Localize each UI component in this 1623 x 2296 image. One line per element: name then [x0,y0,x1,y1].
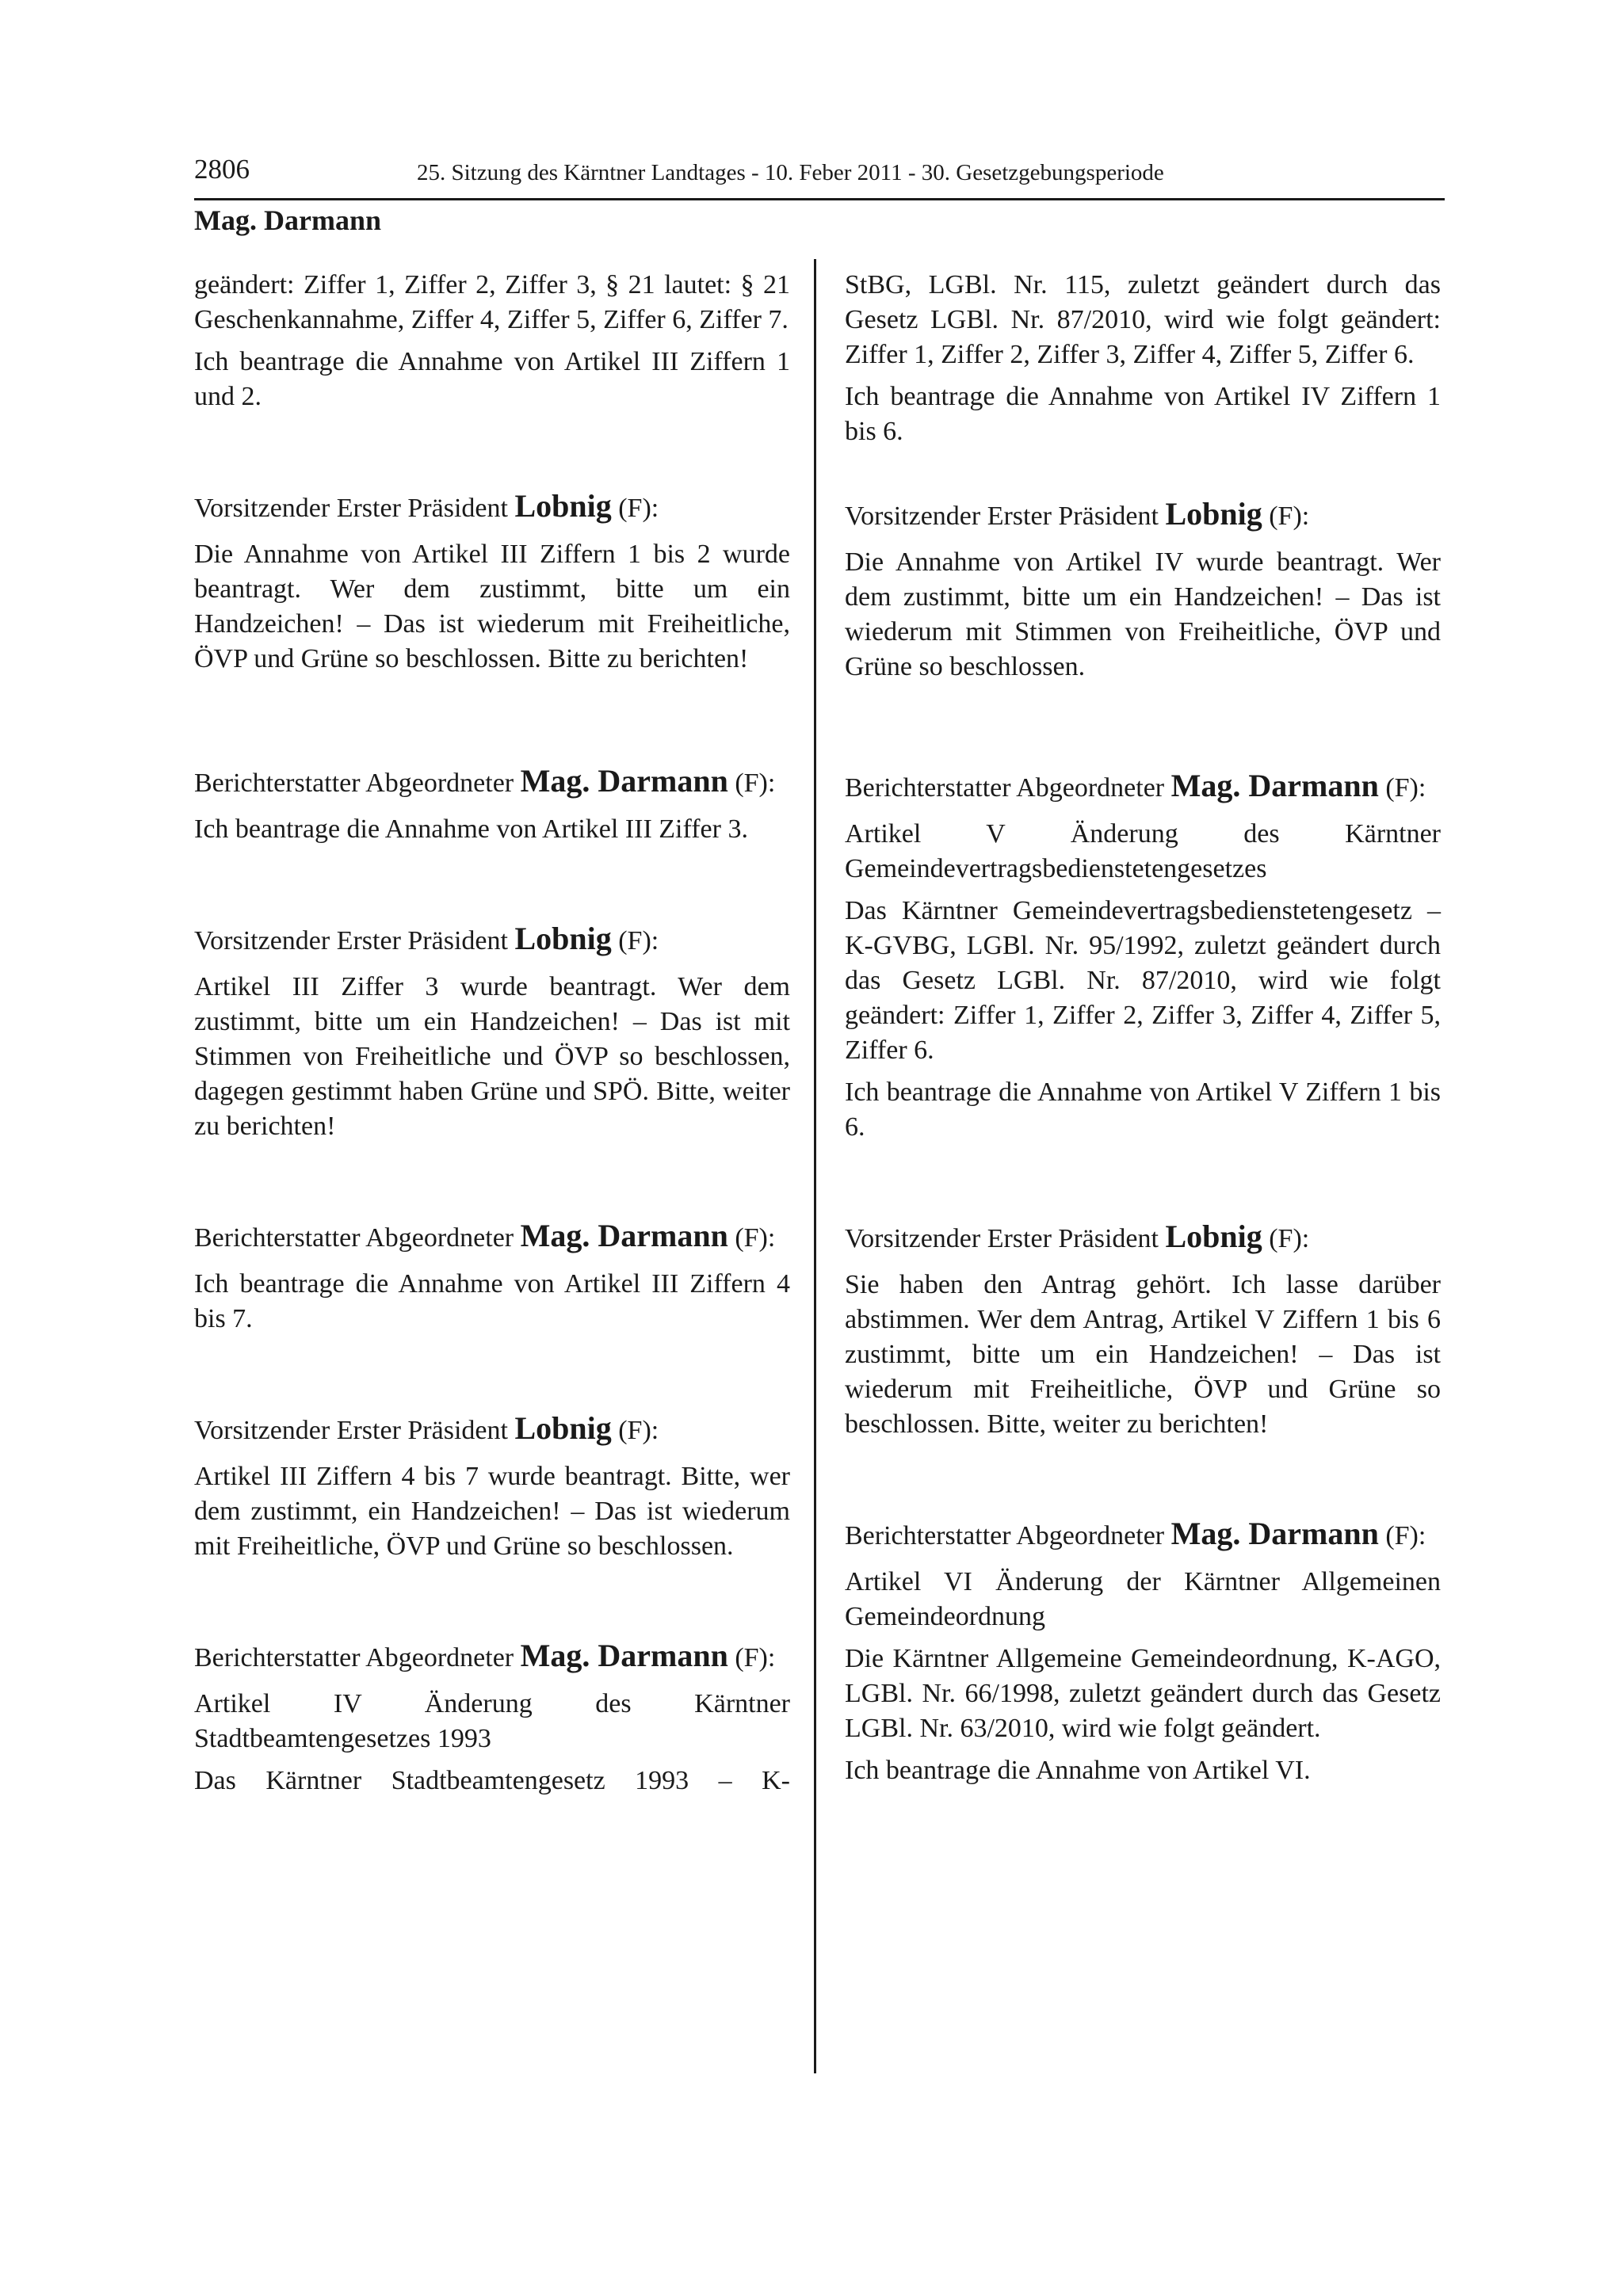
paragraph: Ich beantrage die Annahme von Artikel VI. [845,1756,1311,1785]
speaker-name: Lobnig [514,488,612,524]
continued-speaker: Mag. Darmann [194,204,381,236]
speaker-party: (F): [611,926,659,955]
speaker-heading [194,921,790,959]
paragraph: Die Annahme von Artikel III Ziffern 1 bis 2 wurde beantragt. Wer dem zustimmt, bitte um ein Handzeichen! – Das ist wiederum mit Freiheitliche, ÖVP und Grüne so beschlossen. Bitte zu berichten! [194,540,790,673]
left-column [194,268,790,1798]
speaker-name: Mag. Darmann [520,1218,728,1253]
speech [194,1687,790,1798]
speaker-role: Vorsitzender Erster Präsident [845,502,1166,531]
speech [845,1268,1441,1442]
speaker-name: Lobnig [514,1410,612,1446]
speaker-party: (F): [611,494,659,523]
paragraph: Artikel IV Änderung des Kärntner Stadtbeamtengesetzes 1993 [194,1689,790,1753]
speaker-role: Berichterstatter Abgeordneter [845,773,1171,803]
speech [194,970,790,1144]
speaker-heading [845,1219,1441,1257]
paragraph: Ich beantrage die Annahme von Artikel III Ziffer 3. [194,814,748,844]
speech [194,537,790,677]
speaker-role: Berichterstatter Abgeordneter [194,1223,521,1253]
speaker-name: Mag. Darmann [520,763,728,799]
paragraph: Ich beantrage die Annahme von Artikel IV Ziffern 1 bis 6. [845,382,1441,446]
speech-continuation [194,268,790,414]
speaker-name: Lobnig [1165,496,1262,532]
paragraph: Sie haben den Antrag gehört. Ich lasse darüber abstimmen. Wer dem Antrag, Artikel V Ziffern 1 bis 6 zustimmt, bitte um ein Handzeichen! – Das ist wiederum mit Freiheitliche, ÖVP und Grüne so beschlossen. Bitte, weiter zu berichten! [845,1270,1441,1439]
speaker-heading [845,1516,1441,1554]
speaker-heading [194,1219,790,1256]
speaker-role: Vorsitzender Erster Präsident [194,926,515,955]
speaker-name: Lobnig [514,921,612,956]
paragraph: Das Kärntner Gemeindevertragsbedienstetengesetz – K-GVBG, LGBl. Nr. 95/1992, zuletzt geändert durch das Gesetz LGBl. Nr. 87/2010, wird wie folgt geändert: Ziffer 1, Ziffer 2, Ziffer 3, Ziffer 4, Ziffer 5, Ziffer 6. [845,896,1441,1065]
running-title: 25. Sitzung des Kärntner Landtages - 10. Feber 2011 - 30. Gesetzgebungsperiode [417,160,1164,185]
speaker-role: Berichterstatter Abgeordneter [194,1643,521,1672]
speaker-heading [194,489,790,526]
paragraph: Ich beantrage die Annahme von Artikel V Ziffern 1 bis 6. [845,1077,1441,1142]
paragraph: Artikel III Ziffer 3 wurde beantragt. Wer dem zustimmt, bitte um ein Handzeichen! – Das ist mit Stimmen von Freiheitliche und ÖVP so beschlossen, dagegen gestimmt haben Grüne und SPÖ. Bitte, weiter zu berichten! [194,972,790,1141]
speaker-party: (F): [1262,1224,1310,1253]
speaker-heading [194,1638,790,1676]
speaker-party: (F): [727,1643,776,1672]
paragraph: geändert: Ziffer 1, Ziffer 2, Ziffer 3, § 21 lautet: § 21 Geschenkannahme, Ziffer 4, Ziffer 5, Ziffer 6, Ziffer 7. [194,270,790,334]
header-rule [194,198,1445,200]
paragraph: Artikel VI Änderung der Kärntner Allgemeinen Gemeindeordnung [845,1567,1441,1631]
paragraph: Die Kärntner Allgemeine Gemeindeordnung, K-AGO, LGBl. Nr. 66/1998, zuletzt geändert durch das Gesetz LGBl. Nr. 63/2010, wird wie folgt geändert. [845,1644,1441,1743]
paragraph: Ich beantrage die Annahme von Artikel III Ziffern 4 bis 7. [194,1269,790,1333]
paragraph: Artikel V Änderung des Kärntner Gemeindevertragsbedienstetengesetzes [845,819,1441,883]
speaker-party: (F): [1262,502,1310,531]
speech [194,1459,790,1564]
speaker-heading [194,764,790,801]
speaker-role: Vorsitzender Erster Präsident [194,494,515,523]
speaker-name: Mag. Darmann [520,1638,728,1673]
speaker-name: Lobnig [1165,1219,1262,1254]
paragraph: StBG, LGBl. Nr. 115, zuletzt geändert durch das Gesetz LGBl. Nr. 87/2010, wird wie folgt geändert: Ziffer 1, Ziffer 2, Ziffer 3, Ziffer 4, Ziffer 5, Ziffer 6. [845,270,1441,369]
page-number: 2806 [194,154,250,185]
speaker-heading [194,1411,790,1448]
column-divider [814,259,816,2073]
speech [194,1267,790,1337]
speaker-party: (F): [727,769,776,798]
paragraph: Ich beantrage die Annahme von Artikel III Ziffern 1 und 2. [194,347,790,411]
paragraph: Das Kärntner Stadtbeamtengesetz 1993 – K- [194,1766,790,1795]
paragraph: Die Annahme von Artikel IV wurde beantragt. Wer dem zustimmt, bitte um ein Handzeichen! – Das ist wiederum mit Stimmen von Freiheitliche, ÖVP und Grüne so beschlossen. [845,547,1441,681]
speaker-party: (F): [1378,773,1426,803]
speaker-role: Vorsitzender Erster Präsident [845,1224,1166,1253]
speaker-heading [845,769,1441,806]
speaker-name: Mag. Darmann [1170,768,1379,803]
speaker-role: Berichterstatter Abgeordneter [845,1521,1171,1550]
paragraph: Artikel III Ziffern 4 bis 7 wurde beantragt. Bitte, wer dem zustimmt, ein Handzeichen! – Das ist wiederum mit Freiheitliche, ÖVP und Grüne so beschlossen. [194,1462,790,1561]
speaker-party: (F): [611,1416,659,1445]
speech [845,817,1441,1145]
speaker-name: Mag. Darmann [1170,1516,1379,1551]
speaker-party: (F): [727,1223,776,1253]
speech [845,1565,1441,1788]
speech [194,812,790,847]
speaker-party: (F): [1378,1521,1426,1550]
speaker-role: Vorsitzender Erster Präsident [194,1416,515,1445]
speaker-heading [845,497,1441,534]
speaker-role: Berichterstatter Abgeordneter [194,769,521,798]
speech-continuation [845,268,1441,449]
right-column [845,268,1441,1788]
speech [845,545,1441,685]
